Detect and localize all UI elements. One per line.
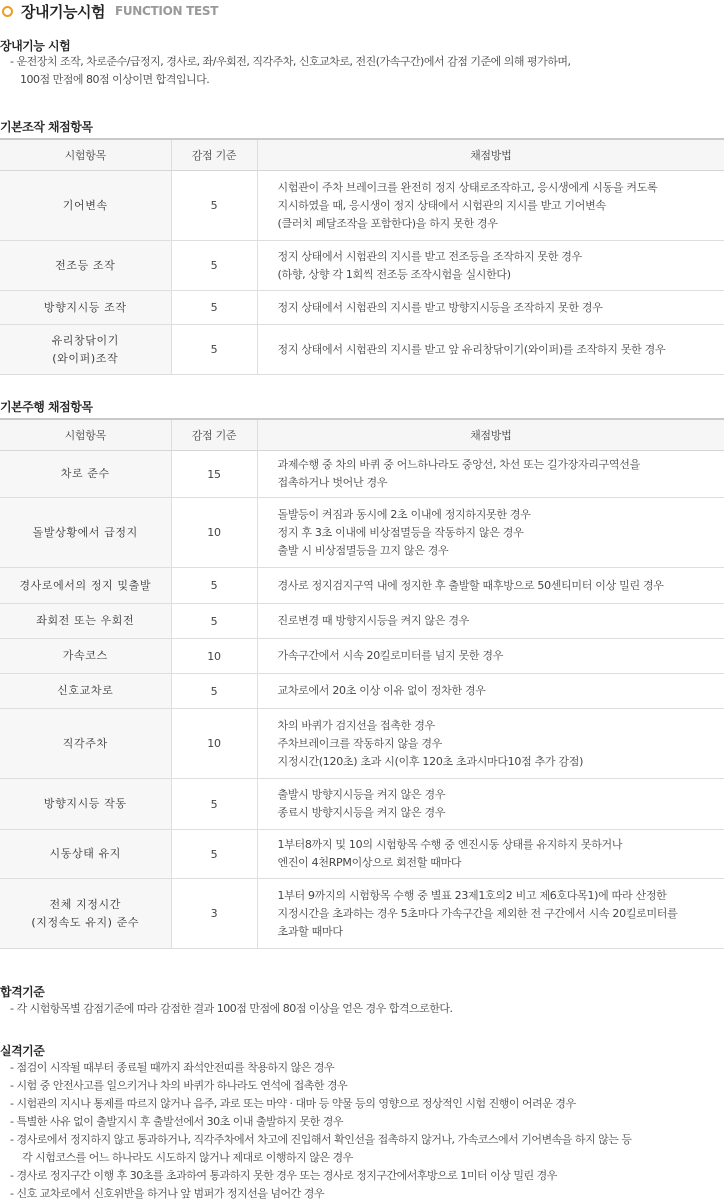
fail-criteria-item — [10, 1185, 631, 1203]
test-item-label: 직각주차 — [0, 735, 171, 753]
fail-criteria-line: - 시험관의 지시나 통제를 따르지 않거나 음주, 과로 또는 마약 · 대마 등 약물 등의 영향으로 정상적인 시험 진행이 어려운 경우 — [10, 1097, 576, 1110]
scoring-method-cell — [257, 779, 724, 830]
test-item-cell — [0, 604, 171, 639]
scoring-method-line: 지정시간(120초) 초과 시(이후 120초 초과시마다10점 추가 감점) — [278, 753, 724, 771]
fail-criteria-item — [10, 1131, 631, 1167]
scoring-method-line: 돌발등이 켜짐과 동시에 2초 이내에 정지하지못한 경우 — [278, 506, 724, 524]
scoring-method-line: 정지 상태에서 시험관의 지시를 받고 앞 유리창닦이기(와이퍼)를 조작하지 못한 경우 — [278, 341, 724, 359]
page-title: 장내기능시험 — [21, 1, 105, 22]
test-item-cell — [0, 674, 171, 709]
table-header-row — [0, 419, 724, 451]
fail-criteria-item — [10, 1167, 631, 1185]
test-item-label: 방향지시등 작동 — [0, 795, 171, 813]
fail-criteria-line: 각 시험코스를 어느 하나라도 시도하지 않거나 제대로 이행하지 않은 경우 — [10, 1149, 631, 1167]
scoring-method-line: 지정시간을 초과하는 경우 5초마다 가속구간을 제외한 전 구간에서 시속 20킬로미터를 — [278, 905, 724, 923]
orange-circle-bullet-icon — [2, 6, 13, 17]
column-header: 시험항목 — [0, 139, 171, 171]
scoring-method-line: 정지 상태에서 시험관의 지시를 받고 방향지시등을 조작하지 못한 경우 — [278, 299, 724, 317]
test-item-cell — [0, 325, 171, 375]
column-header: 감점 기준 — [171, 419, 257, 451]
pass-criteria-heading: 합격기준 — [0, 983, 44, 1000]
table-row — [0, 568, 724, 604]
fail-criteria-heading: 실격기준 — [0, 1042, 44, 1059]
basic-operation-table — [0, 138, 724, 375]
scoring-method-line: (클러치 페달조작을 포함한다)을 하지 못한 경우 — [278, 215, 724, 233]
scoring-method-line: 교차로에서 20초 이상 이유 없이 정차한 경우 — [278, 682, 724, 700]
fail-criteria-line: - 신호 교차로에서 신호위반을 하거나 앞 범퍼가 정지선을 넘어간 경우 — [10, 1187, 324, 1200]
scoring-method-line: 1부터8까지 및 10의 시험항목 수행 중 엔진시동 상태를 유지하지 못하거나 — [278, 836, 724, 854]
scoring-method-line: 초과할 때마다 — [278, 923, 724, 941]
fail-criteria-list — [10, 1059, 631, 1203]
table-row — [0, 779, 724, 830]
scoring-method-cell — [257, 451, 724, 498]
intro-line-2: 100점 만점에 80점 이상이면 합격입니다. — [10, 71, 570, 89]
scoring-method-line: 출발 시 비상점멸등을 끄지 않은 경우 — [278, 542, 724, 560]
intro-text — [10, 53, 570, 89]
test-item-cell — [0, 709, 171, 779]
test-item-cell — [0, 241, 171, 291]
test-item-label: 가속코스 — [0, 647, 171, 665]
scoring-method-line: 과제수행 중 차의 바퀴 중 어느하나라도 중앙선, 차선 또는 길가장자리구역선을 — [278, 456, 724, 474]
deduction-points: 5 — [171, 779, 257, 830]
test-item-cell — [0, 568, 171, 604]
table-row — [0, 451, 724, 498]
table1-heading: 기본조작 채점항목 — [0, 118, 92, 135]
deduction-points: 10 — [171, 498, 257, 568]
test-item-cell — [0, 171, 171, 241]
column-header: 감점 기준 — [171, 139, 257, 171]
scoring-method-cell — [257, 325, 724, 375]
table-row — [0, 325, 724, 375]
test-item-cell — [0, 779, 171, 830]
scoring-method-cell — [257, 709, 724, 779]
scoring-method-line: 진로변경 때 방향지시등을 켜지 않은 경우 — [278, 612, 724, 630]
deduction-points: 5 — [171, 171, 257, 241]
scoring-method-line: 정지 후 3초 이내에 비상점멸등을 작동하지 않은 경우 — [278, 524, 724, 542]
scoring-method-cell — [257, 171, 724, 241]
test-item-cell — [0, 639, 171, 674]
fail-criteria-line: - 점검이 시작될 때부터 종료될 때까지 좌석안전띠를 착용하지 않은 경우 — [10, 1061, 334, 1074]
fail-criteria-item — [10, 1095, 631, 1113]
column-header: 채점방법 — [257, 419, 724, 451]
fail-criteria-item — [10, 1077, 631, 1095]
table-row — [0, 879, 724, 949]
test-item-cell — [0, 830, 171, 879]
deduction-points: 5 — [171, 291, 257, 325]
deduction-points: 5 — [171, 674, 257, 709]
table-row — [0, 241, 724, 291]
deduction-points: 10 — [171, 709, 257, 779]
deduction-points: 5 — [171, 325, 257, 375]
page-subtitle: FUNCTION TEST — [115, 4, 218, 18]
scoring-method-cell — [257, 604, 724, 639]
scoring-method-line: 가속구간에서 시속 20킬로미터를 넘지 못한 경우 — [278, 647, 724, 665]
fail-criteria-line: - 특별한 사유 없이 출발지시 후 출발선에서 30초 이내 출발하지 못한 경우 — [10, 1115, 343, 1128]
test-item-label: (지정속도 유지) 준수 — [0, 914, 171, 932]
test-item-label: 방향지시등 조작 — [0, 299, 171, 317]
test-item-label: 좌회전 또는 우회전 — [0, 612, 171, 630]
test-item-label: 시동상태 유지 — [0, 845, 171, 863]
fail-criteria-line: - 경사로에서 정지하지 않고 통과하거나, 직각주차에서 차고에 진입해서 확인선을 접촉하지 않거나, 가속코스에서 기어변속을 하지 않는 등 — [10, 1133, 631, 1146]
scoring-method-cell — [257, 241, 724, 291]
scoring-method-cell — [257, 568, 724, 604]
fail-criteria-item — [10, 1113, 631, 1131]
test-item-cell — [0, 291, 171, 325]
test-item-label: 유리창닦이기 — [0, 332, 171, 350]
test-item-cell — [0, 451, 171, 498]
table-row — [0, 709, 724, 779]
test-item-label: 기어변속 — [0, 197, 171, 215]
scoring-method-line: 주차브레이크를 작동하지 않을 경우 — [278, 735, 724, 753]
fail-criteria-item — [10, 1059, 631, 1077]
scoring-method-cell — [257, 879, 724, 949]
test-item-label: 돌발상황에서 급정지 — [0, 524, 171, 542]
basic-driving-table — [0, 418, 724, 949]
deduction-points: 15 — [171, 451, 257, 498]
fail-criteria-line: - 경사로 정지구간 이행 후 30초를 초과하여 통과하지 못한 경우 또는 경사로 정지구간에서후방으로 1미터 이상 밀린 경우 — [10, 1169, 557, 1182]
table-row — [0, 604, 724, 639]
scoring-method-line: 차의 바퀴가 검지선을 접촉한 경우 — [278, 717, 724, 735]
intro-line-1: - 운전장치 조작, 차로준수/급정지, 경사로, 좌/우회전, 직각주차, 신호교차로, 전진(가속구간)에서 감점 기준에 의해 평가하며, — [10, 55, 570, 68]
table-row — [0, 674, 724, 709]
deduction-points: 5 — [171, 568, 257, 604]
scoring-method-cell — [257, 674, 724, 709]
scoring-method-cell — [257, 291, 724, 325]
deduction-points: 3 — [171, 879, 257, 949]
table-row — [0, 498, 724, 568]
fail-criteria-line: - 시험 중 안전사고를 일으키거나 차의 바퀴가 하나라도 연석에 접촉한 경우 — [10, 1079, 347, 1092]
test-item-label: 전체 지정시간 — [0, 896, 171, 914]
pass-criteria-text: - 각 시험항목별 감점기준에 따라 감점한 결과 100점 만점에 80점 이상을 얻은 경우 합격으로한다. — [10, 1000, 452, 1018]
scoring-method-line: 출발시 방향지시등을 켜지 않은 경우 — [278, 786, 724, 804]
scoring-method-cell — [257, 639, 724, 674]
scoring-method-line: 정지 상태에서 시험관의 지시를 받고 전조등을 조작하지 못한 경우 — [278, 248, 724, 266]
scoring-method-line: 접촉하거나 벗어난 경우 — [278, 474, 724, 492]
intro-heading: 장내기능 시험 — [0, 37, 70, 54]
column-header: 시험항목 — [0, 419, 171, 451]
scoring-method-line: 경사로 정지검지구역 내에 정지한 후 출발할 때후방으로 50센티미터 이상 밀린 경우 — [278, 577, 724, 595]
deduction-points: 10 — [171, 639, 257, 674]
test-item-label: 차로 준수 — [0, 465, 171, 483]
test-item-label: 경사로에서의 정지 및출발 — [0, 577, 171, 595]
scoring-method-line: 시험관이 주차 브레이크를 완전히 정지 상태로조작하고, 응시생에게 시동을 켜도록 — [278, 179, 724, 197]
scoring-method-line: 종료시 방향지시등을 켜지 않은 경우 — [278, 804, 724, 822]
scoring-method-line: 엔진이 4천RPM이상으로 회전할 때마다 — [278, 854, 724, 872]
deduction-points: 5 — [171, 604, 257, 639]
table2-heading: 기본주행 채점항목 — [0, 398, 92, 415]
scoring-method-cell — [257, 498, 724, 568]
deduction-points: 5 — [171, 830, 257, 879]
table-row — [0, 639, 724, 674]
scoring-method-cell — [257, 830, 724, 879]
table-row — [0, 830, 724, 879]
column-header: 채점방법 — [257, 139, 724, 171]
test-item-label: 전조등 조작 — [0, 257, 171, 275]
test-item-label: (와이퍼)조작 — [0, 350, 171, 368]
page-title-bar — [0, 0, 218, 22]
table-header-row — [0, 139, 724, 171]
scoring-method-line: (하향, 상향 각 1회씩 전조등 조작시험을 실시한다) — [278, 266, 724, 284]
test-item-cell — [0, 879, 171, 949]
test-item-label: 신호교차로 — [0, 682, 171, 700]
deduction-points: 5 — [171, 241, 257, 291]
scoring-method-line: 지시하였을 때, 응시생이 정지 상태에서 시험관의 지시를 받고 기어변속 — [278, 197, 724, 215]
scoring-method-line: 1부터 9까지의 시험항목 수행 중 별표 23제1호의2 비고 제6호다목1)에 따라 산정한 — [278, 887, 724, 905]
table-row — [0, 291, 724, 325]
test-item-cell — [0, 498, 171, 568]
table-row — [0, 171, 724, 241]
